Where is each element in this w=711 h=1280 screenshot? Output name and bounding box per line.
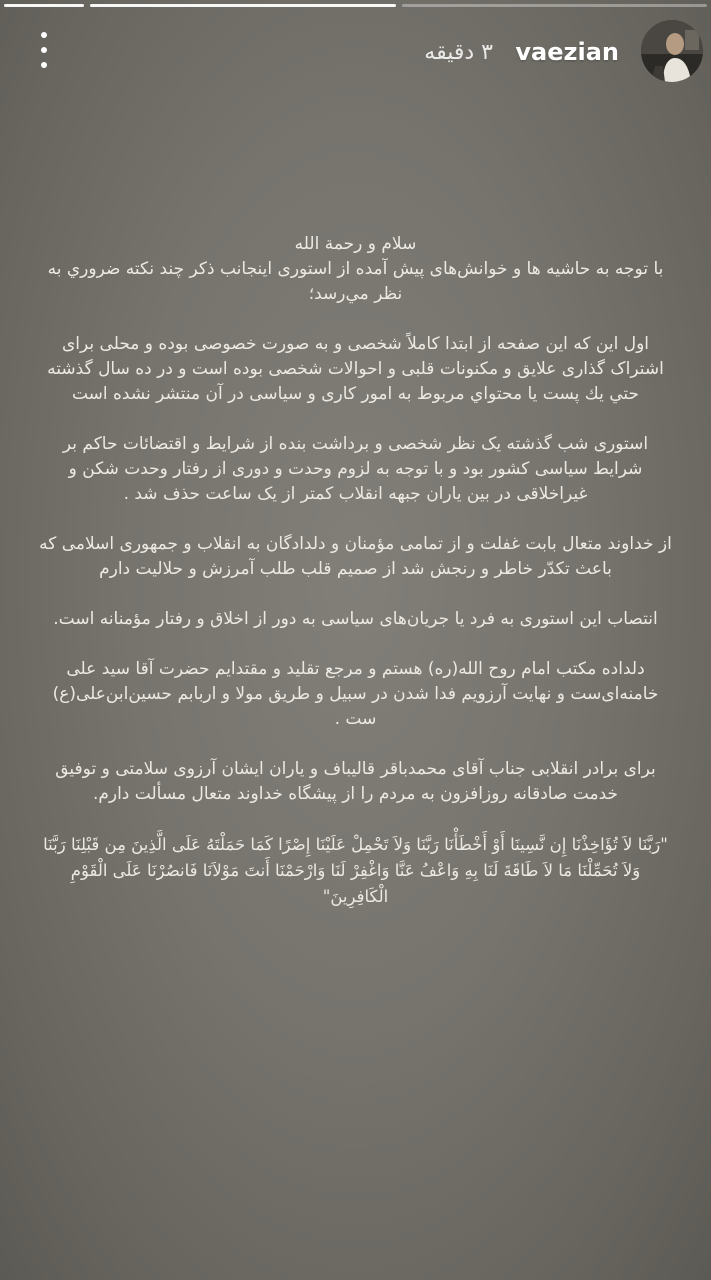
paragraph-5: دلداده مکتب امام روح الله(ره) هستم و مرجع تقلید و مقتدایم حضرت آقا سید علی خامنه‌ای‌ست و نهایت آرزویم فدا شدن در سبیل و طریق مولا و اربابم حسین‌ابن‌علی(ع) ست . bbox=[52, 659, 659, 729]
paragraph-4: انتصاب این استوری به فرد یا جریان‌های سیاسی به دور از اخلاق و رفتار مؤمنانه است. bbox=[53, 609, 658, 629]
menu-dot bbox=[41, 47, 47, 53]
progress-segment-1 bbox=[4, 4, 84, 7]
paragraph-6: برای برادر انقلابی جناب آقای محمدباقر قالیباف و یاران ایشان آرزوی سلامتی و توفیق خدمت صادقانه روزافزون به مردم را از پیشگاه خداوند متعال مسألت دارم. bbox=[55, 759, 656, 804]
avatar[interactable] bbox=[641, 20, 703, 82]
username[interactable]: vaezian bbox=[515, 38, 619, 66]
quran-verse: "رَبَّنَا لاَ تُؤَاخِذْنَا إِن نَّسِينَا أَوْ أَخْطَأْنَا رَبَّنَا وَلاَ تَحْمِلْ عَلَيْنَا إِصْرًا كَمَا حَمَلْتَهُ عَلَى الَّذِينَ مِن قَبْلِنَا رَبَّنَا وَلاَ تُحَمِّلْنَا مَا لاَ طَاقَةَ لَنَا بِهِ وَاعْفُ عَنَّا وَاغْفِرْ لَنَا وَارْحَمْنَا أَنتَ مَوْلاَنَا فَانصُرْنَا عَلَى الْقَوْمِ الْكَافِرِينَ" bbox=[43, 835, 668, 906]
progress-segment-2 bbox=[90, 4, 396, 7]
story-timestamp: ۳ دقیقه bbox=[424, 40, 493, 65]
paragraph-3: از خداوند متعال بابت غفلت و از تمامی مؤمنان و دلدادگان به انقلاب و جمهوری اسلامی که باعث تکدّر خاطر و رنجش شد از صمیم قلب طلب آمرزش و حلالیت دارم bbox=[39, 534, 672, 579]
paragraph-1: اول این که این صفحه از ابتدا کاملاً شخصی و به صورت خصوصی بوده و محلی برای اشتراک گذاری علایق و مکنونات قلبی و احوالات شخصی بوده است و در ده سال گذشته حتي يك پست یا محتواي مربوط به امور کاری و سیاسی در آن منتشر نشده است bbox=[47, 334, 664, 404]
menu-dot bbox=[41, 32, 47, 38]
profile-photo-icon bbox=[641, 20, 703, 82]
progress-segment-3 bbox=[402, 4, 708, 7]
greeting-text: سلام و رحمة الله bbox=[294, 234, 417, 254]
intro-paragraph: با توجه به حاشیه ها و خوانش‌های پیش آمده از استوری اینجانب ذکر چند نکته ضروري به نظر مي‌رسد؛ bbox=[47, 259, 664, 304]
story-header bbox=[0, 18, 711, 84]
story-text bbox=[36, 232, 675, 935]
more-vertical-icon[interactable] bbox=[34, 32, 54, 68]
menu-dot bbox=[41, 62, 47, 68]
story-progress-bar bbox=[0, 4, 711, 7]
paragraph-2: استوری شب گذشته یک نظر شخصی و برداشت بنده از شرایط و اقتضائات حاکم بر شرایط سیاسی کشور بود و با توجه به لزوم وحدت و دوری از رفتار وحدت شکن و غیراخلاقی در بین یاران جبهه انقلاب کمتر از یک ساعت حذف شد . bbox=[62, 434, 649, 504]
